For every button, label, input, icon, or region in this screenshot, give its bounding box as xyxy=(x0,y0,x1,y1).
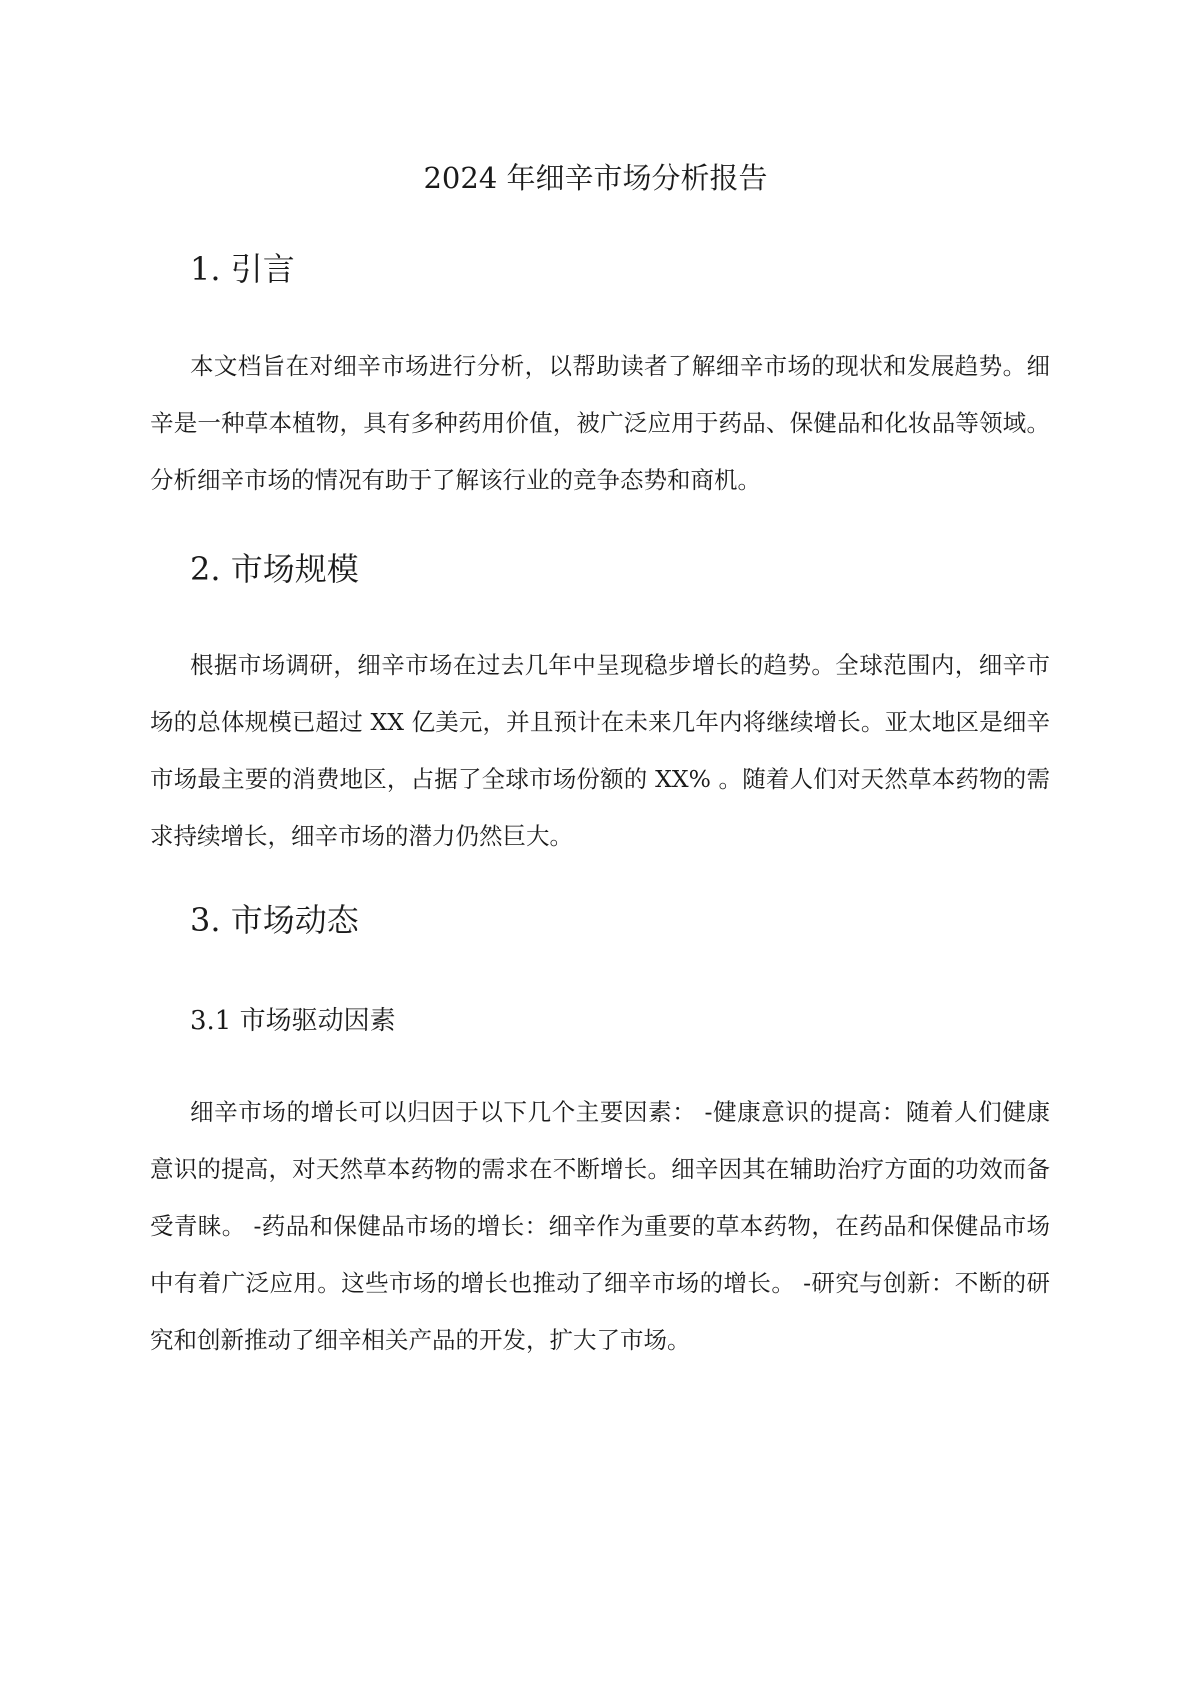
document-title: 2024 年细辛市场分析报告 xyxy=(423,161,768,195)
section-heading-market-size: 2. 市场规模 xyxy=(190,550,359,588)
market-size-paragraph: 根据市场调研，细辛市场在过去几年中呈现稳步增长的趋势。全球范围内，细辛市场的总体规模已超过 XX 亿美元，并且预计在未来几年内将继续增长。亚太地区是细辛市场最主要的消费地区，占据了全球市场份额的 XX% 。随着人们对天然草本药物的需求持续增长，细辛市场的潜力仍然巨大。 xyxy=(150,651,1050,850)
introduction-paragraph: 本文档旨在对细辛市场进行分析，以帮助读者了解细辛市场的现状和发展趋势。细辛是一种草本植物，具有多种药用价值，被广泛应用于药品、保健品和化妆品等领域。分析细辛市场的情况有助于了解该行业的竞争态势和商机。 xyxy=(150,352,1050,494)
section-heading-market-dynamics: 3. 市场动态 xyxy=(190,901,359,939)
market-drivers-paragraph: 细辛市场的增长可以归因于以下几个主要因素： -健康意识的提高：随着人们健康意识的提高，对天然草本药物的需求在不断增长。细辛因其在辅助治疗方面的功效而备受青睐。 -药品和保健品市场的增长：细辛作为重要的草本药物，在药品和保健品市场中有着广泛应用。这些市场的增长也推动了细辛市场的增长。 -研究与创新：不断的研究和创新推动了细辛相关产品的开发，扩大了市场。 xyxy=(150,1098,1050,1354)
section-heading-introduction: 1. 引言 xyxy=(190,250,295,288)
subsection-heading-market-drivers: 3.1 市场驱动因素 xyxy=(190,1006,396,1036)
